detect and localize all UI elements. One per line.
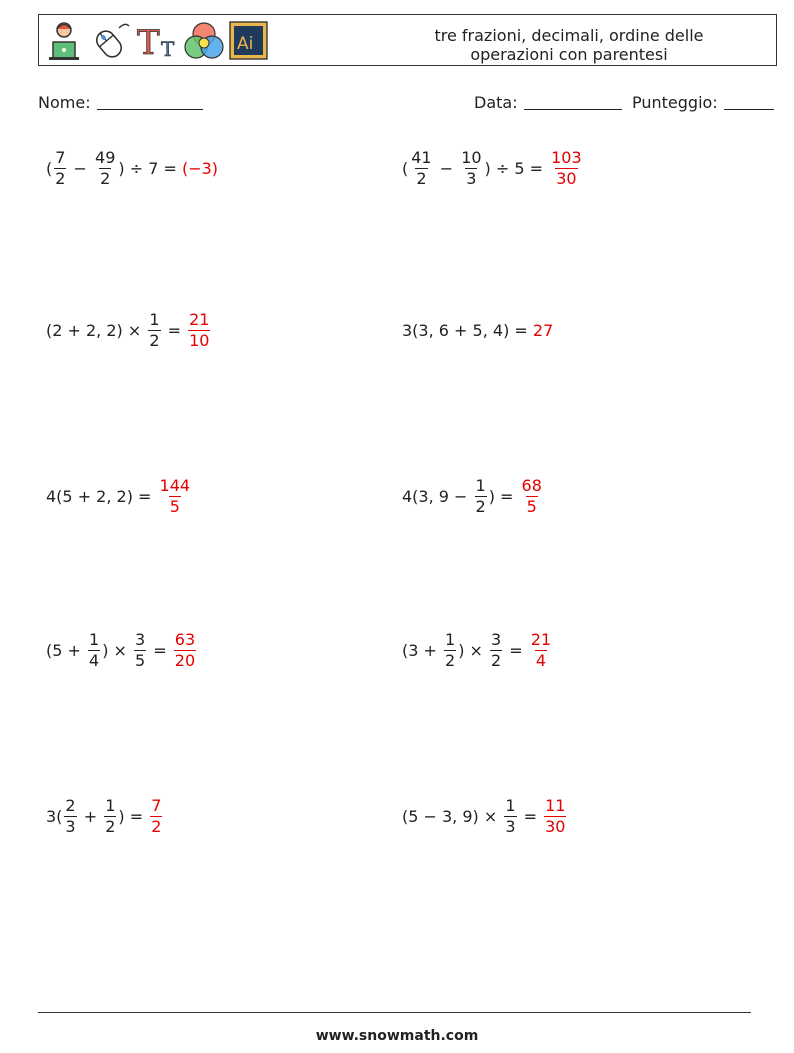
expression-text: − <box>68 158 93 178</box>
answer <box>533 321 553 340</box>
header-icons <box>45 20 275 62</box>
expression-text: (5 + <box>46 640 86 660</box>
denominator: 2 <box>100 168 111 188</box>
ai-logo-icon <box>229 20 269 62</box>
problem-7 <box>46 622 198 678</box>
fraction <box>530 630 552 671</box>
numerator: 49 <box>95 147 116 167</box>
fraction <box>490 630 502 671</box>
numerator: 3 <box>135 629 146 649</box>
fraction <box>64 796 76 837</box>
numerator: 1 <box>445 629 456 649</box>
fraction <box>150 796 162 837</box>
date-blank[interactable] <box>524 93 622 110</box>
fraction <box>550 148 583 189</box>
fraction <box>521 476 543 517</box>
answer <box>519 476 545 517</box>
answer <box>542 796 568 837</box>
expression-text: ) × <box>102 640 133 660</box>
score-label: Punteggio: <box>632 93 718 112</box>
fraction <box>104 796 116 837</box>
svg-text:T: T <box>137 23 160 62</box>
expression-text: ) ÷ 5 = <box>484 158 549 178</box>
fraction <box>148 310 160 351</box>
answer <box>182 159 218 178</box>
name-blank[interactable] <box>97 93 203 110</box>
problem-8 <box>402 622 554 678</box>
expression-text: 27 <box>532 320 554 340</box>
expression-text: = <box>504 640 528 660</box>
denominator: 2 <box>149 330 160 350</box>
problem-4 <box>402 302 553 358</box>
numerator: 1 <box>475 475 486 495</box>
footer-divider <box>38 1012 751 1013</box>
numerator: 1 <box>505 795 516 815</box>
problem-5 <box>46 468 193 524</box>
numerator: 41 <box>411 147 432 167</box>
mouse-icon <box>89 20 131 62</box>
expression-text: (3 + <box>402 640 442 660</box>
fraction <box>94 148 116 189</box>
denominator: 3 <box>505 816 516 836</box>
numerator: 7 <box>151 795 162 815</box>
svg-text:T: T <box>161 37 175 61</box>
denominator: 2 <box>55 168 66 188</box>
expression-text: ( <box>46 158 53 178</box>
denominator: 4 <box>89 650 100 670</box>
denominator: 2 <box>105 816 116 836</box>
expression-text: ( <box>402 158 409 178</box>
name-label: Nome: <box>38 93 91 112</box>
numerator: 10 <box>461 147 482 167</box>
score-field[interactable] <box>632 93 774 112</box>
numerator: 63 <box>174 629 196 649</box>
expression-text: ) ÷ 7 = <box>118 158 182 178</box>
denominator: 10 <box>189 330 210 350</box>
numerator: 1 <box>89 629 100 649</box>
denominator: 3 <box>65 816 76 836</box>
denominator: 5 <box>169 496 180 516</box>
denominator: 30 <box>556 168 577 188</box>
date-field[interactable] <box>474 93 622 112</box>
svg-text:Ai: Ai <box>237 34 254 54</box>
expression-text: + <box>78 806 103 826</box>
expression-text: ) = <box>488 486 519 506</box>
numerator: 68 <box>521 475 542 495</box>
expression-text: 3( <box>46 806 63 826</box>
problem-9 <box>46 788 164 844</box>
denominator: 2 <box>475 496 486 516</box>
date-label: Data: <box>474 93 518 112</box>
problem-3 <box>46 302 212 358</box>
student-fields <box>38 93 770 117</box>
fraction <box>504 796 516 837</box>
problem-2 <box>402 140 585 196</box>
answer <box>186 310 212 351</box>
fraction <box>444 630 456 671</box>
denominator: 3 <box>466 168 477 188</box>
numerator: 144 <box>159 475 191 495</box>
expression-text: (−3) <box>181 158 219 178</box>
numerator: 103 <box>551 147 582 167</box>
numerator: 7 <box>55 147 66 167</box>
numerator: 2 <box>65 795 76 815</box>
fraction <box>88 630 100 671</box>
denominator: 2 <box>416 168 427 188</box>
numerator: 3 <box>491 629 502 649</box>
expression-text: ) × <box>458 640 489 660</box>
fraction <box>174 630 196 671</box>
numerator: 21 <box>189 309 210 329</box>
denominator: 30 <box>545 816 566 836</box>
numerator: 11 <box>545 795 566 815</box>
denominator: 2 <box>491 650 502 670</box>
expression-text: = <box>518 806 543 826</box>
expression-text: 4(3, 9 − <box>402 486 473 506</box>
expression-text: ) = <box>118 806 149 826</box>
numerator: 21 <box>530 629 552 649</box>
footer-site: www.snowmath.com <box>315 1028 479 1044</box>
fraction <box>54 148 66 189</box>
answer <box>548 148 585 189</box>
fraction <box>460 148 482 189</box>
color-wheel-icon <box>181 20 227 62</box>
expression-text: = <box>162 320 187 340</box>
expression-text: = <box>148 640 172 660</box>
problem-10 <box>402 788 568 844</box>
expression-text: (5 − 3, 9) × <box>402 806 503 826</box>
answer <box>172 630 198 671</box>
answer <box>157 476 194 517</box>
fraction <box>159 476 192 517</box>
worksheet-title <box>399 26 739 64</box>
answer <box>148 796 164 837</box>
answer <box>528 630 554 671</box>
fraction <box>544 796 566 837</box>
teacher-icon <box>45 20 83 62</box>
numerator: 1 <box>149 309 160 329</box>
fraction <box>188 310 210 351</box>
problem-6 <box>402 468 545 524</box>
title-line-2: operazioni con parentesi <box>470 45 668 64</box>
fraction <box>410 148 432 189</box>
name-field[interactable] <box>38 93 203 112</box>
score-blank[interactable] <box>724 93 774 110</box>
expression-text: 3(3, 6 + 5, 4) = <box>402 320 533 340</box>
fraction <box>475 476 487 517</box>
denominator: 4 <box>535 650 547 670</box>
font-size-icon <box>135 20 181 62</box>
expression-text: − <box>434 158 459 178</box>
numerator: 1 <box>105 795 116 815</box>
expression-text: (2 + 2, 2) × <box>46 320 147 340</box>
fraction <box>134 630 146 671</box>
denominator: 2 <box>445 650 456 670</box>
denominator: 5 <box>135 650 146 670</box>
denominator: 20 <box>174 650 196 670</box>
denominator: 5 <box>526 496 537 516</box>
denominator: 2 <box>151 816 162 836</box>
worksheet-header <box>38 14 777 66</box>
title-line-1: tre frazioni, decimali, ordine delle <box>434 26 704 45</box>
expression-text: 4(5 + 2, 2) = <box>46 486 157 506</box>
problem-1 <box>46 140 218 196</box>
